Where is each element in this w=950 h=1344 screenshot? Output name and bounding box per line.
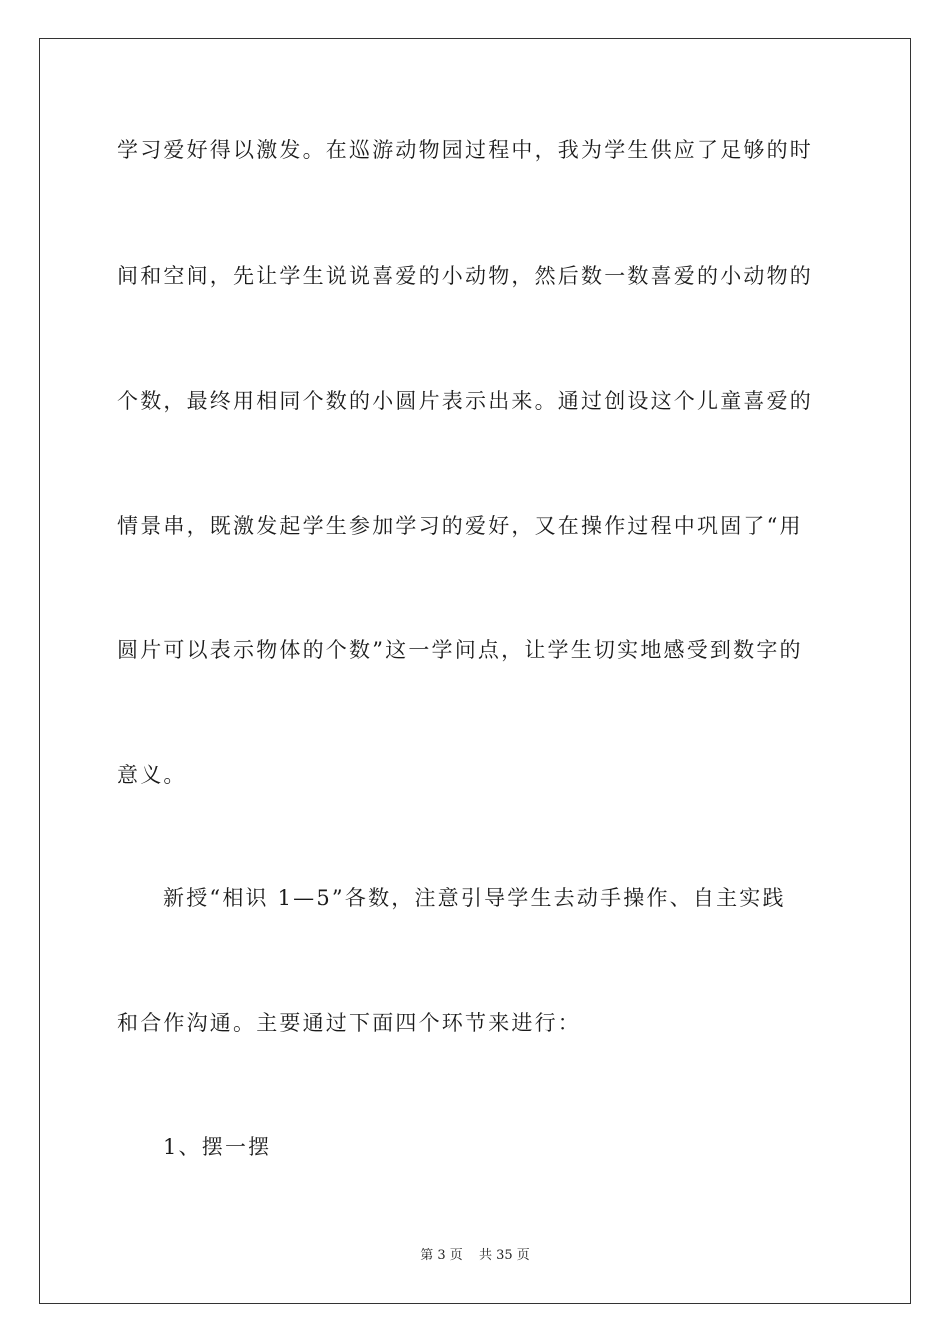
paragraph-line: 圆片可以表示物体的个数”这一学问点，让学生切实地感受到数字的 xyxy=(117,638,803,662)
paragraph-line: 和合作沟通。主要通过下面四个环节来进行： xyxy=(117,1011,581,1035)
paragraph-line: 新授“相识 1—5”各数，注意引导学生去动手操作、自主实践 xyxy=(163,886,786,910)
page-border xyxy=(39,38,911,1304)
paragraph-line: 个数，最终用相同个数的小圆片表示出来。通过创设这个儿童喜爱的 xyxy=(117,389,813,413)
page-footer xyxy=(0,1247,950,1265)
paragraph-line: 意义。 xyxy=(117,763,187,787)
paragraph-line: 间和空间，先让学生说说喜爱的小动物，然后数一数喜爱的小动物的 xyxy=(117,264,813,288)
paragraph-line: 学习爱好得以激发。在巡游动物园过程中，我为学生供应了足够的时 xyxy=(117,138,813,162)
total-pages: 共 35 页 xyxy=(478,1248,530,1263)
page-number: 第 3 页 xyxy=(420,1248,463,1263)
section-heading: 1、摆一摆 xyxy=(163,1135,272,1159)
paragraph-line: 情景串，既激发起学生参加学习的爱好，又在操作过程中巩固了“用 xyxy=(117,514,803,538)
